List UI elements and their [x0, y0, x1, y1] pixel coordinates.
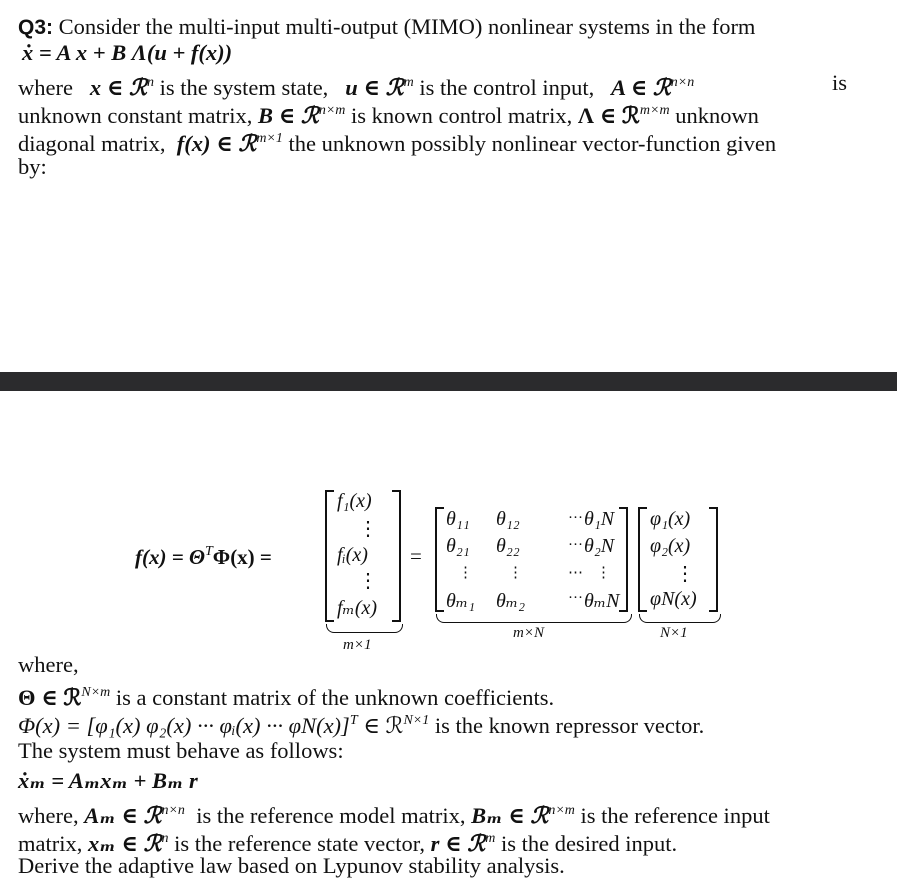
f-vector-entry: fᵢ(x): [337, 544, 368, 566]
equation-lhs: $f(x) = \Theta^T\Phi(x)$ =: [135, 544, 272, 569]
theta-matrix-underbrace: [436, 614, 632, 623]
definition-line-3: diagonal matrix, f(x) ∈ ℛ$^{m\times 1}$ the unknown possibly nonlinear vector-function given: [18, 131, 777, 156]
theta-matrix-entry: ⋮: [458, 565, 473, 581]
theta-matrix-entry: ⋮: [596, 565, 611, 581]
definition-line-2: unknown constant matrix, B ∈ ℛ$^{n\times m}$ is known control matrix, Λ ∈ ℛ$^{m\times m}$ unknown: [18, 103, 759, 128]
question-label: Q3:: [18, 16, 54, 39]
phi-vector-left-bracket: [638, 507, 647, 612]
phi-vector-dimension: N×1: [660, 625, 688, 641]
theta-matrix-entry: θ₁₁: [446, 508, 470, 530]
theta-matrix-entry: ⋮: [508, 565, 523, 581]
theta-matrix-entry: θ₁₂: [496, 508, 520, 530]
f-vector-entry: f₁(x): [337, 490, 372, 512]
f-vector-entry: ⋮: [358, 518, 378, 540]
theta-matrix-entry: θₘ₁: [446, 590, 476, 612]
divider-bar: [0, 372, 897, 391]
f-vector-underbrace: [326, 624, 403, 633]
phi-vector-right-bracket: [709, 507, 718, 612]
f-vector-left-bracket: [325, 490, 334, 622]
theta-matrix-entry: θ₂₂: [496, 535, 520, 557]
where-label: where,: [18, 652, 79, 677]
theta-matrix-entry: θ₁N: [584, 508, 615, 530]
theta-matrix-entry: θₘ₂: [496, 590, 526, 612]
theta-matrix-entry: θₘN: [584, 590, 620, 612]
phi-vector-entry: φN(x): [650, 588, 697, 610]
phi-vector-entry: φ₂(x): [650, 535, 691, 557]
f-vector-dimension: m×1: [343, 637, 372, 653]
equals-sign: =: [410, 544, 422, 568]
behave-text: The system must behave as follows:: [18, 738, 344, 763]
phi-definition: Φ(x) = [φ₁(x) φ₂(x) ··· φᵢ(x) ··· φN(x)]$^T$ ∈ ℛ$^{N\times 1}$ is the known repressor vector.: [18, 713, 705, 738]
definition-line-1-end: is: [832, 70, 848, 95]
reference-model-equation: ẋₘ = Aₘxₘ + Bₘ r: [18, 768, 198, 793]
theta-matrix-right-bracket: [619, 507, 628, 612]
f-vector-entry: ⋮: [358, 570, 378, 592]
f-vector-right-bracket: [392, 490, 401, 622]
reference-definition-line-2: matrix, xₘ ∈ ℛ$^n$ is the reference state vector, r ∈ ℛ$^m$ is the desired input.: [18, 831, 678, 856]
system-equation: ẋ = A x + B Λ(u + f(x)): [22, 40, 233, 65]
definition-line-1: where x ∈ ℛ$^n$ is the system state, u ∈ ℛ$^m$ is the control input, A ∈ ℛ$^{n\times n}$: [18, 75, 695, 100]
phi-vector-entry: ⋮: [675, 563, 695, 585]
question-intro: Consider the multi-input multi-output (MIMO) nonlinear systems in the form: [58, 14, 756, 39]
theta-matrix-dimension: m×N: [513, 625, 544, 641]
theta-matrix-left-bracket: [435, 507, 444, 612]
theta-matrix-entry: θ₂N: [584, 535, 615, 557]
theta-matrix-entry: ···: [568, 510, 583, 526]
theta-matrix-entry: θ₂₁: [446, 535, 470, 557]
theta-definition: Θ ∈ ℛ$^{N\times m}$ is a constant matrix of the unknown coefficients.: [18, 685, 555, 710]
definition-line-4: by:: [18, 154, 47, 179]
reference-definition-line-1: where, Aₘ ∈ ℛ$^{n\times n}$ is the reference model matrix, Bₘ ∈ ℛ$^{n\times m}$ is the reference input: [18, 803, 770, 828]
phi-vector-underbrace: [639, 614, 721, 623]
derive-instruction: Derive the adaptive law based on Lypunov stability analysis.: [18, 853, 565, 878]
theta-matrix-entry: ···: [568, 537, 583, 553]
phi-vector-entry: φ₁(x): [650, 508, 691, 530]
theta-matrix-entry: ···: [568, 590, 583, 606]
theta-matrix-entry: ⋯: [568, 565, 583, 581]
f-vector-entry: fₘ(x): [337, 597, 378, 619]
question-intro-line: [18, 14, 755, 41]
